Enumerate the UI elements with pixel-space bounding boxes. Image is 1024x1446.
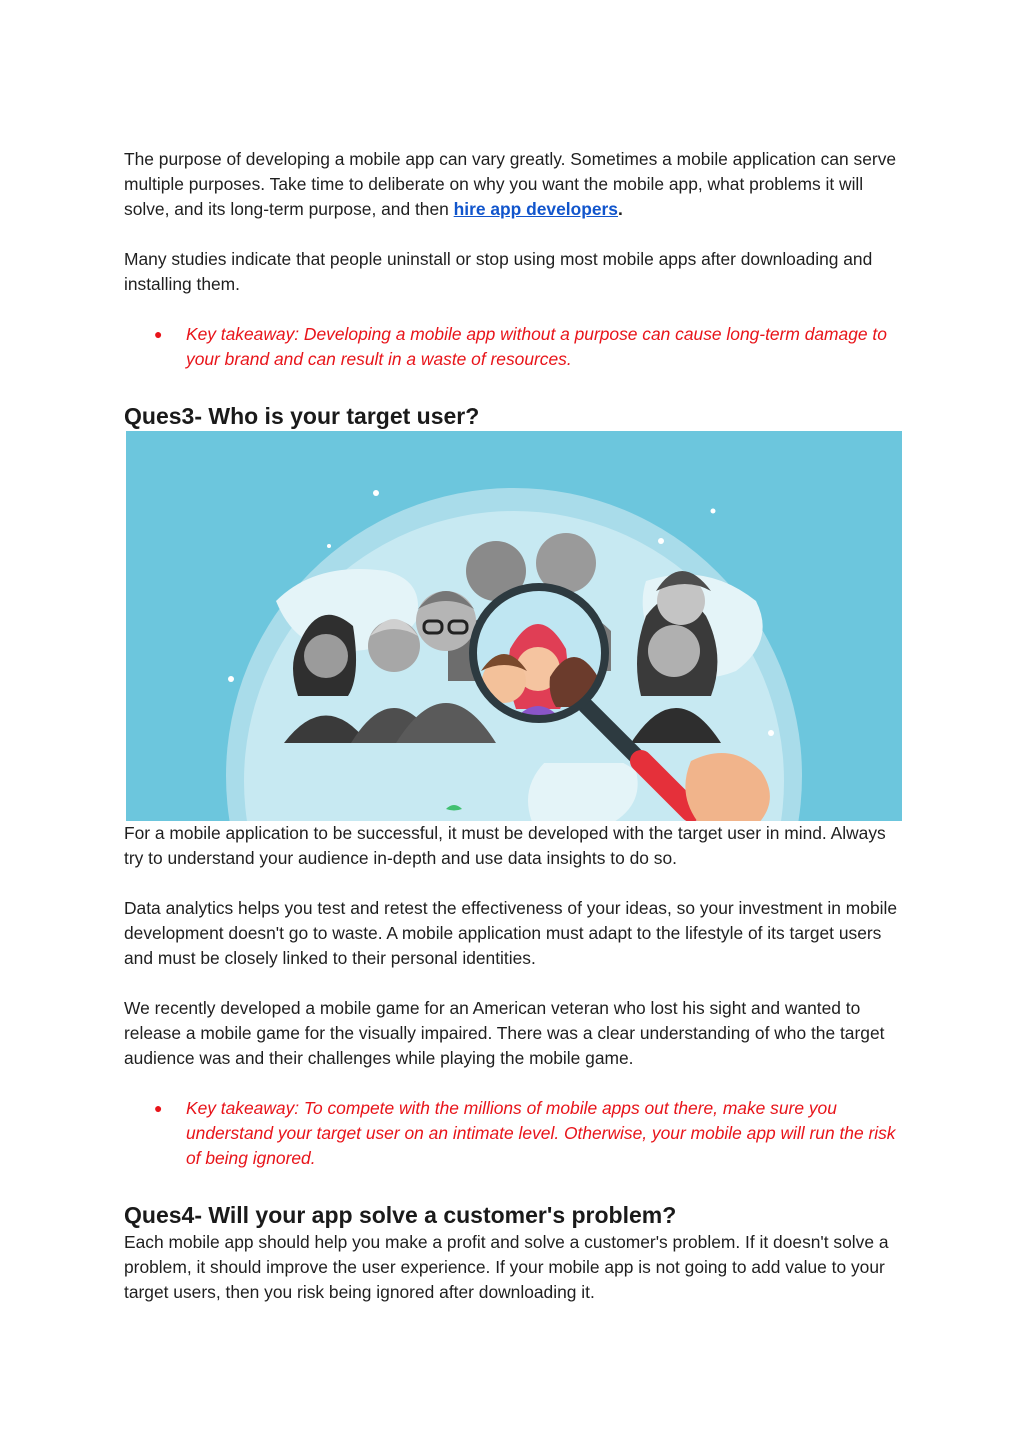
intro-paragraph-2: Many studies indicate that people uninstall or stop using most mobile apps after downloading and installing them. (124, 249, 873, 294)
ques4-heading: Ques4- Will your app solve a customer's problem? (124, 1202, 677, 1228)
intro-paragraph-1-text: The purpose of developing a mobile app can vary greatly. Sometimes a mobile application can serve multiple purposes. Take time to deliberate on why you want the mobile app, what problems it will solve, and its long-term purpose, and then (124, 149, 897, 219)
bullet-icon: ● (154, 326, 163, 342)
intro-takeaway-text: Key takeaway: Developing a mobile app without a purpose can cause long-term damage to your brand and can result in a waste of resources. (186, 324, 887, 369)
bullet-icon: ● (154, 1100, 163, 1116)
ques4-paragraph-1: Each mobile app should help you make a profit and solve a customer's problem. If it doesn't solve a problem, it should improve the user experience. If your mobile app is not going to add value to your target users, then you risk being ignored after downloading it. (124, 1232, 889, 1302)
intro-paragraph-1 (124, 147, 904, 222)
intro-takeaway (124, 322, 904, 372)
ques3-takeaway (124, 1096, 904, 1171)
intro-paragraph-1-period: . (617, 199, 623, 219)
ques3-paragraph-3: We recently developed a mobile game for an American veteran who lost his sight and wanted to release a mobile game for the visually impaired. There was a clear understanding of who the target audience was and their challenges while playing the mobile game. (124, 998, 885, 1068)
ques3-paragraph-2: Data analytics helps you test and retest the effectiveness of your ideas, so your investment in mobile development doesn't go to waste. A mobile application must adapt to the lifestyle of its target users and must be closely linked to their personal identities. (124, 898, 898, 968)
ques3-heading: Ques3- Who is your target user? (124, 403, 480, 429)
ques3-paragraph-1: For a mobile application to be successful, it must be developed with the target user in mind. Always try to understand your audience in-depth and use data insights to do so. (124, 823, 886, 868)
document-page (124, 147, 904, 1305)
target-user-illustration (126, 431, 902, 821)
hire-app-developers-link[interactable]: hire app developers (453, 199, 618, 219)
ques3-takeaway-text: Key takeaway: To compete with the millions of mobile apps out there, make sure you understand your target user on an intimate level. Otherwise, your mobile app will run the risk of being ignored. (186, 1098, 896, 1168)
